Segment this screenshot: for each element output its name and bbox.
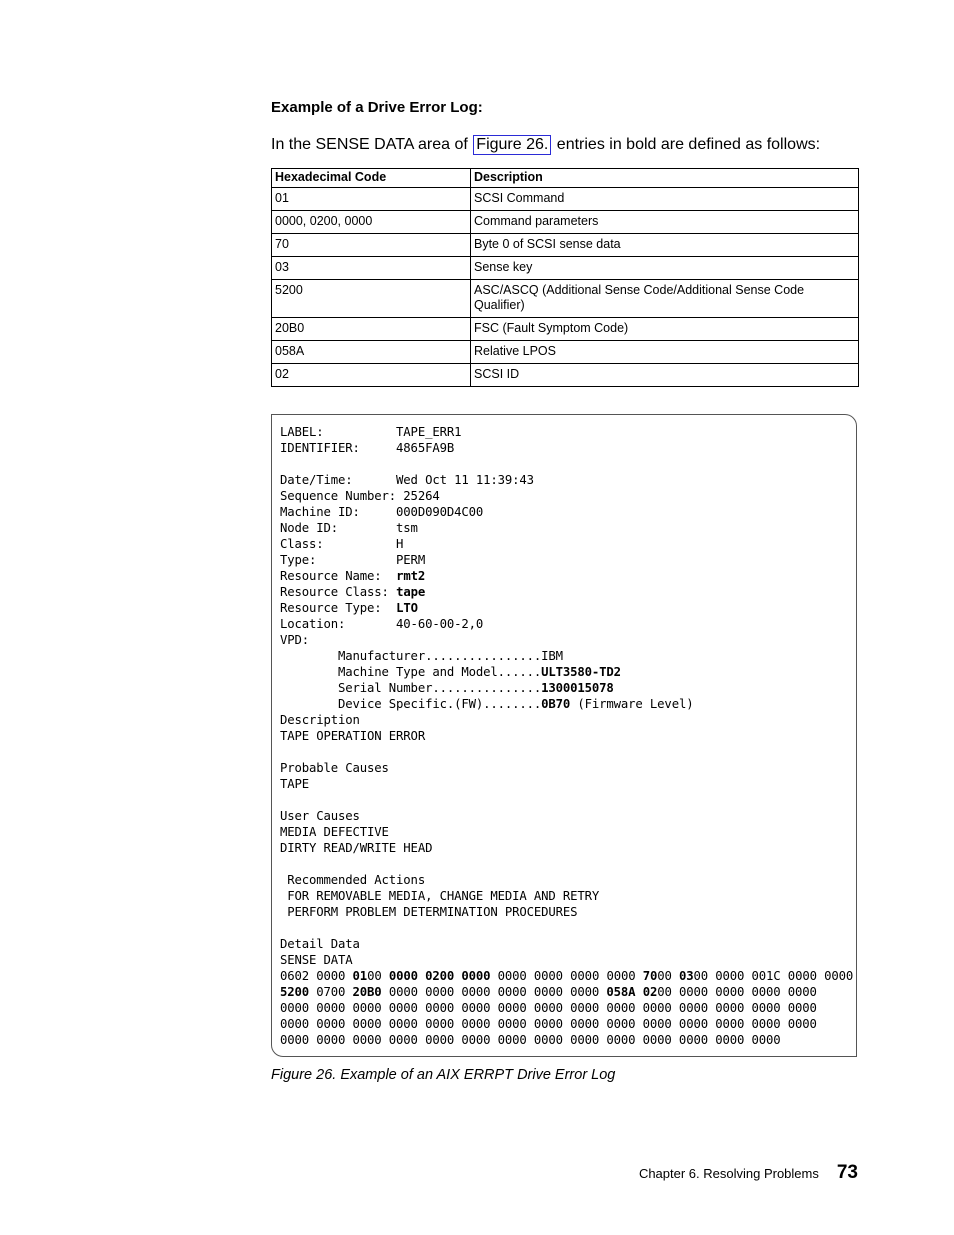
log-bold-segment: 058A 02 (606, 985, 658, 999)
page-footer (639, 1162, 858, 1184)
log-segment: Probable Causes (280, 761, 389, 775)
log-segment: Detail Data (280, 937, 360, 951)
log-segment: 0000 0000 0000 0000 0000 0000 (381, 985, 607, 999)
log-segment: Description (280, 713, 360, 727)
log-line (280, 520, 853, 536)
log-bold-segment: rmt2 (396, 569, 426, 583)
description-cell: SCSI ID (471, 364, 859, 387)
log-segment: 00 (657, 969, 679, 983)
log-segment: PERFORM PROBLEM DETERMINATION PROCEDURES (280, 905, 578, 919)
table-row (272, 234, 859, 257)
log-line (280, 744, 853, 760)
log-line (280, 872, 853, 888)
description-cell: SCSI Command (471, 188, 859, 211)
log-segment: Node ID: tsm (280, 521, 418, 535)
log-segment: Resource Class: (280, 585, 397, 599)
page-number: 73 (836, 1162, 858, 1183)
log-line (280, 440, 853, 456)
log-line (280, 1016, 853, 1032)
footer-chapter-title: Chapter 6. Resolving Problems (638, 1166, 819, 1181)
log-line (280, 632, 853, 648)
log-line (280, 760, 853, 776)
log-line (280, 808, 853, 824)
log-segment: TAPE (280, 777, 310, 791)
hex-code-cell: 02 (272, 364, 471, 387)
table-row (272, 257, 859, 280)
log-segment: 0602 0000 (280, 969, 353, 983)
log-line (280, 1000, 853, 1016)
log-segment: Machine Type and Model...... (280, 665, 542, 679)
log-segment: TAPE OPERATION ERROR (280, 729, 426, 743)
table-row (272, 188, 859, 211)
log-line (280, 792, 853, 808)
log-segment: 0700 (309, 985, 353, 999)
log-segment: (Firmware Level) (570, 697, 694, 711)
log-line (280, 616, 853, 632)
description-cell: Relative LPOS (471, 341, 859, 364)
log-segment: IDENTIFIER: 4865FA9B (280, 441, 455, 455)
log-segment: Manufacturer................IBM (280, 649, 563, 663)
log-line (280, 984, 853, 1000)
table-body (272, 188, 859, 387)
hex-code-cell: 70 (272, 234, 471, 257)
log-segment: FOR REMOVABLE MEDIA, CHANGE MEDIA AND RETRY (280, 889, 600, 903)
log-line (280, 472, 853, 488)
hex-code-cell: 20B0 (272, 318, 471, 341)
log-bold-segment: 0000 0200 0000 (388, 969, 491, 983)
log-line (280, 888, 853, 904)
log-segment: SENSE DATA (280, 953, 353, 967)
log-bold-segment: ULT3580-TD2 (541, 665, 621, 679)
error-log-listing (280, 424, 853, 1048)
log-segment: LABEL: TAPE_ERR1 (280, 425, 462, 439)
table-row (272, 364, 859, 387)
log-line (280, 856, 853, 872)
log-line (280, 664, 853, 680)
log-line (280, 776, 853, 792)
log-segment: Resource Name: (280, 569, 397, 583)
log-line (280, 1032, 853, 1048)
log-line (280, 504, 853, 520)
hex-code-definitions-table (271, 168, 859, 387)
log-segment: Class: H (280, 537, 404, 551)
log-line (280, 648, 853, 664)
hex-code-cell: 5200 (272, 280, 471, 318)
log-line (280, 728, 853, 744)
log-segment: 0000 0000 0000 0000 0000 0000 0000 0000 0000 0000 0000 0000 0000 0000 0000 (280, 1001, 817, 1015)
log-line (280, 536, 853, 552)
hex-code-cell: 058A (272, 341, 471, 364)
log-line (280, 568, 853, 584)
log-segment: Recommended Actions (280, 873, 426, 887)
log-segment: MEDIA DEFECTIVE (280, 825, 389, 839)
log-segment: Date/Time: Wed Oct 11 11:39:43 (280, 473, 534, 487)
description-cell: Command parameters (471, 211, 859, 234)
hex-code-cell: 03 (272, 257, 471, 280)
log-line (280, 824, 853, 840)
log-bold-segment: 20B0 (352, 985, 382, 999)
log-line (280, 968, 853, 984)
description-cell: Sense key (471, 257, 859, 280)
log-segment: 0000 0000 0000 0000 (490, 969, 643, 983)
log-line (280, 680, 853, 696)
table-row (272, 341, 859, 364)
log-bold-segment: 1300015078 (541, 681, 614, 695)
hex-code-cell: 01 (272, 188, 471, 211)
log-bold-segment: tape (396, 585, 426, 599)
figure-26-link[interactable]: Figure 26. (473, 135, 551, 155)
log-segment: 0000 0000 0000 0000 0000 0000 0000 0000 0000 0000 0000 0000 0000 0000 (280, 1033, 781, 1047)
log-segment: 00 0000 001C 0000 0000 (693, 969, 854, 983)
log-segment: 00 0000 0000 0000 0000 (657, 985, 817, 999)
figure-caption: Figure 26. Example of an AIX ERRPT Drive Error Log (271, 1067, 616, 1083)
log-line (280, 840, 853, 856)
section-heading: Example of a Drive Error Log: (271, 99, 483, 116)
table-header-row (272, 169, 859, 188)
log-line (280, 936, 853, 952)
description-cell: FSC (Fault Symptom Code) (471, 318, 859, 341)
log-line (280, 552, 853, 568)
log-line (280, 584, 853, 600)
log-line (280, 488, 853, 504)
column-header-hex-code: Hexadecimal Code (272, 169, 471, 188)
hex-code-cell: 0000, 0200, 0000 (272, 211, 471, 234)
table-row (272, 318, 859, 341)
log-line (280, 712, 853, 728)
log-segment: DIRTY READ/WRITE HEAD (280, 841, 433, 855)
log-segment: User Causes (280, 809, 360, 823)
log-bold-segment: 03 (679, 969, 694, 983)
log-segment: 00 (367, 969, 389, 983)
log-bold-segment: 70 (642, 969, 658, 983)
log-segment: Type: PERM (280, 553, 426, 567)
log-segment: 0000 0000 0000 0000 0000 0000 0000 0000 0000 0000 0000 0000 0000 0000 0000 (280, 1017, 817, 1031)
description-cell: ASC/ASCQ (Additional Sense Code/Additional Sense Code Qualifier) (471, 280, 859, 318)
column-header-description: Description (471, 169, 859, 188)
table-row (272, 211, 859, 234)
log-segment: Device Specific.(FW)........ (280, 697, 542, 711)
intro-paragraph (271, 135, 820, 155)
log-segment: Serial Number............... (280, 681, 542, 695)
log-segment: Resource Type: (280, 601, 397, 615)
intro-text-before: In the SENSE DATA area of (271, 136, 468, 153)
description-cell: Byte 0 of SCSI sense data (471, 234, 859, 257)
log-segment: Location: 40-60-00-2,0 (280, 617, 484, 631)
intro-text-after: entries in bold are defined as follows: (556, 136, 821, 153)
log-line (280, 920, 853, 936)
log-bold-segment: 0B70 (541, 697, 571, 711)
log-bold-segment: 5200 (280, 985, 310, 999)
log-line (280, 600, 853, 616)
log-line (280, 456, 853, 472)
log-line (280, 904, 853, 920)
log-segment: Sequence Number: 25264 (280, 489, 440, 503)
log-segment: VPD: (280, 633, 310, 647)
log-line (280, 952, 853, 968)
log-line (280, 424, 853, 440)
log-line (280, 696, 853, 712)
log-bold-segment: 01 (352, 969, 368, 983)
table-row (272, 280, 859, 318)
log-bold-segment: LTO (396, 601, 418, 615)
log-segment: Machine ID: 000D090D4C00 (280, 505, 484, 519)
